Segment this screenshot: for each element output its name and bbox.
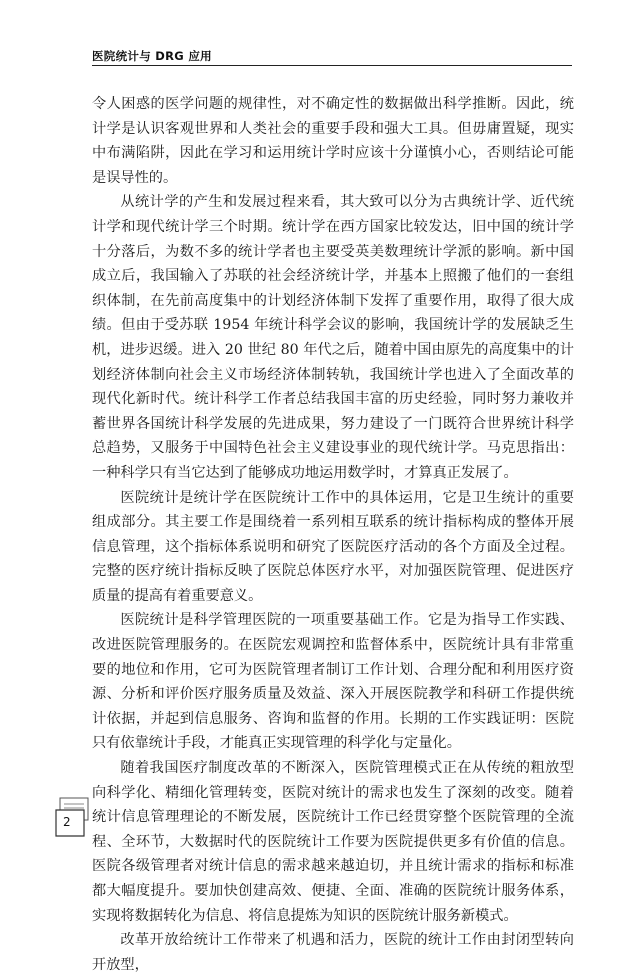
page-number: 2 xyxy=(63,815,71,829)
paragraph: 医院统计是统计学在医院统计工作中的具体运用，它是卫生统计的重要组成部分。其主要工作是围绕着一系列相互联系的统计指标构成的整体开展信息管理，这个指标体系说明和研究了医院医疗活动的各个方面及全过程。完整的医疗统计指标反映了医院总体医疗水平，对加强医院管理、促进医疗质量的提高有着重要意义。 xyxy=(92,489,574,604)
body-text xyxy=(92,92,574,977)
page-number-badge xyxy=(54,796,94,838)
running-header xyxy=(92,44,572,68)
paragraph: 从统计学的产生和发展过程来看，其大致可以分为古典统计学、近代统计学和现代统计学三个时期。统计学在西方国家比较发达，旧中国的统计学十分落后，为数不多的统计学者也主要受英美数理统计学派的影响。新中国成立后，我国输入了苏联的社会经济统计学，并基本上照搬了他们的一套组织体制，在先前高度集中的计划经济体制下发挥了重要作用，取得了很大成绩。但由于受苏联 1954 年统计科学会议的影响，我国统计学的发展缺乏生机，进步迟缓。进入 20 世纪 80 年代之后，随着中国由原先的高度集中的计划经济体制向社会主义市场经济体制转轨，我国统计学也进入了全面改革的现代化新时代。统计科学工作者总结我国丰富的历史经验，同时努力兼收并蓄世界各国统计科学发展的先进成果，努力建设了一门既符合世界统计科学总趋势，又服务于中国特色社会主义建设事业的现代统计学。马克思指出：一种科学只有当它达到了能够成功地运用数学时，才算真正发展了。 xyxy=(92,194,574,481)
paragraph: 改革开放给统计工作带来了机遇和活力，医院的统计工作由封闭型转向开放型， xyxy=(92,932,574,973)
header-rule xyxy=(92,65,572,66)
paragraph: 医院统计是科学管理医院的一项重要基础工作。它是为指导工作实践、改进医院管理服务的。在医院宏观调控和监督体系中，医院统计具有非常重要的地位和作用，它可为医院管理者制订工作计划、合理分配和利用医疗资源、分析和评价医疗服务质量及效益、深入开展医院教学和科研工作提供统计依据，并起到信息服务、咨询和监督的作用。长期的工作实践证明：医院只有依靠统计手段，才能真正实现管理的科学化与定量化。 xyxy=(92,612,574,752)
running-header-title: 医院统计与 DRG 应用 xyxy=(92,49,212,63)
paragraph: 随着我国医疗制度改革的不断深入，医院管理模式正在从传统的粗放型向科学化、精细化管理转变，医院对统计的需求也发生了深刻的改变。随着统计信息管理理论的不断发展，医院统计工作已经贯穿整个医院管理的全流程、全环节，大数据时代的医院统计工作要为医院提供更多有价值的信息。医院各级管理者对统计信息的需求越来越迫切，并且统计需求的指标和标准都大幅度提升。要加快创建高效、便捷、全面、准确的医院统计服务体系，实现将数据转化为信息、将信息提炼为知识的医院统计服务新模式。 xyxy=(92,760,574,924)
paragraph: 令人困惑的医学问题的规律性，对不确定性的数据做出科学推断。因此，统计学是认识客观世界和人类社会的重要手段和强大工具。但毋庸置疑，现实中布满陷阱，因此在学习和运用统计学时应该十分谨慎小心，否则结论可能是误导性的。 xyxy=(92,96,574,186)
